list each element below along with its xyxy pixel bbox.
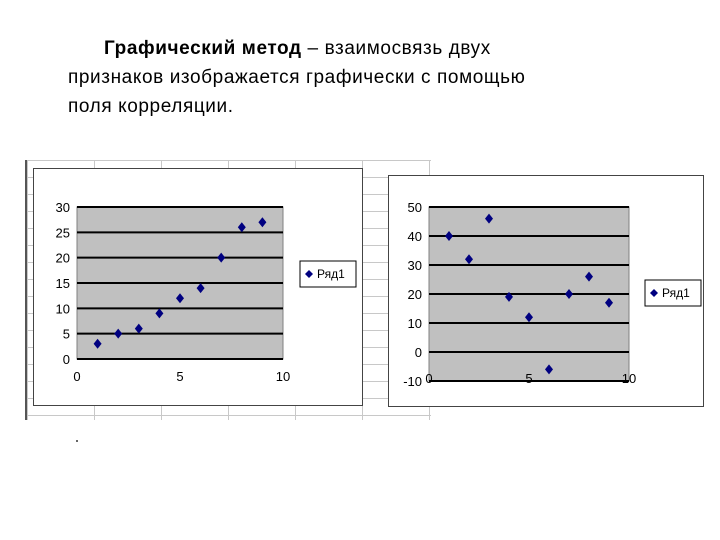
correlation-chart-2 xyxy=(389,176,703,406)
y-tick-label: 5 xyxy=(62,326,70,342)
y-tick-label: 25 xyxy=(55,225,70,241)
chart-panel-2 xyxy=(388,175,704,407)
y-tick-label: 40 xyxy=(407,229,422,244)
stray-dot xyxy=(76,440,78,442)
y-tick-label: 30 xyxy=(55,200,70,215)
chart-panel-1 xyxy=(33,168,363,406)
slide-body-text xyxy=(68,34,668,121)
legend-label: Ряд1 xyxy=(317,267,345,281)
y-tick-label: 0 xyxy=(414,345,422,360)
bold-term: Графический метод xyxy=(104,38,302,59)
y-tick-label: 0 xyxy=(62,352,70,367)
text-line-2: признаков изображается графически с помощью xyxy=(68,67,526,88)
text-line-3: поля корреляции. xyxy=(68,96,234,117)
y-tick-label: 20 xyxy=(55,250,70,266)
x-tick-label: 5 xyxy=(176,369,184,384)
y-tick-label: 10 xyxy=(407,316,422,331)
y-tick-label: -10 xyxy=(403,374,422,389)
y-tick-label: 20 xyxy=(407,287,422,302)
legend-label: Ряд1 xyxy=(662,286,690,300)
x-tick-label: 0 xyxy=(425,371,433,386)
x-tick-label: 0 xyxy=(73,369,81,384)
x-tick-label: 10 xyxy=(275,369,291,384)
y-tick-label: 10 xyxy=(55,301,70,317)
y-tick-label: 50 xyxy=(407,200,422,215)
correlation-chart-1 xyxy=(34,169,362,405)
text-line-1-rest: – взаимосвязь двух xyxy=(301,38,491,59)
x-tick-label: 5 xyxy=(525,371,533,386)
x-tick-label: 10 xyxy=(621,371,637,386)
y-tick-label: 15 xyxy=(55,276,70,291)
y-tick-label: 30 xyxy=(407,258,422,273)
